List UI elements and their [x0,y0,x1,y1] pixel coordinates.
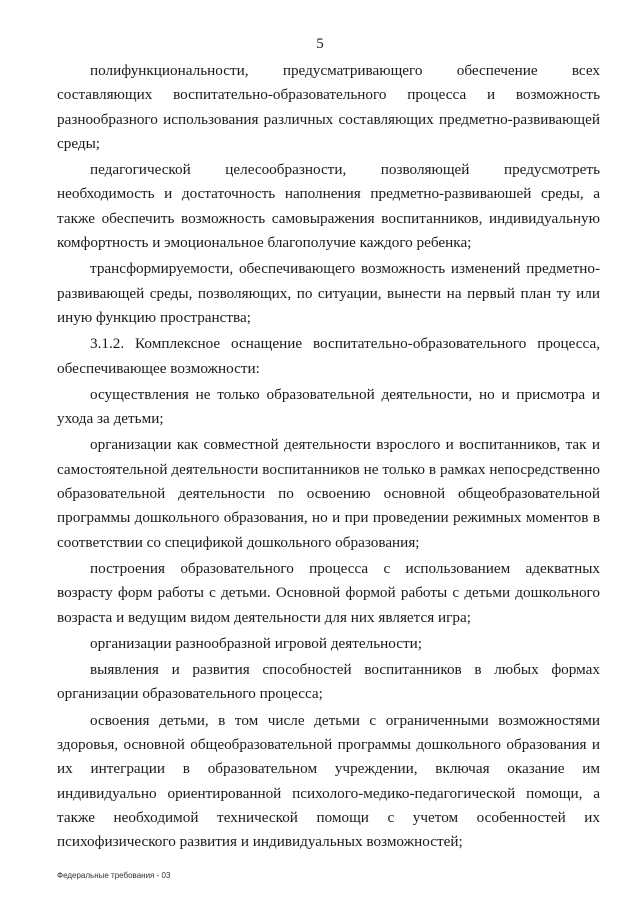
paragraph: полифункциональности, предусматривающего обеспечение всех составляющих воспитательно-образовательного процесса и возможность разнообразного использования различных составляющих предметно-развивающей среды; [57,62,600,152]
paragraph: организации как совместной деятельности взрослого и воспитанников, так и самостоятельной деятельности воспитанников не только в рамках непосредственно образовательной деятельности по освоению основной общеобразовательной программы дошкольного образования, но и при проведении режимных моментов в соответствии со спецификой дошкольного образования; [57,436,600,551]
page-number: 5 [316,36,324,52]
section-heading-paragraph: 3.1.2. Комплексное оснащение воспитательно-образовательного процесса, обеспечивающее возможности: [57,335,600,377]
paragraph: построения образовательного процесса с использованием адекватных возрасту форм работы с детьми. Основной формой работы с детьми дошкольного возраста и ведущим видом деятельности для них является игра; [57,559,600,626]
paragraph: педагогической целесообразности, позволяющей предусмотреть необходимость и достаточность наполнения предметно-развиваюшей среды, а также обеспечить возможность самовыражения воспитанников, индивидуальную комфортность и эмоциональное благополучие каждого ребенка; [57,161,600,252]
paragraph: организации разнообразной игровой деятельности; [90,634,422,652]
document-body [57,59,600,857]
paragraph: трансформируемости, обеспечивающего возможность изменений предметно-развивающей среды, позволяющих, по ситуации, вынести на первый план ту или иную функцию пространства; [57,260,600,326]
paragraph: осуществления не только образовательной деятельности, но и присмотра и ухода за детьми; [57,385,600,428]
paragraph: освоения детьми, в том числе детьми с ограниченными возможностями здоровья, основной общеобразовательной программы дошкольного образования и их интеграции в образовательном учреждении, включая оказание им индивидуально ориентированной психолого-медико-педагогической помощи, а также необходимой технической помощи с учетом особенностей их психофизического развития и индивидуальных возможностей; [57,711,600,851]
footer-note: Федеральные требования - 03 [57,871,171,880]
paragraph: выявления и развития способностей воспитанников в любых формах организации образовательного процесса; [57,661,600,703]
